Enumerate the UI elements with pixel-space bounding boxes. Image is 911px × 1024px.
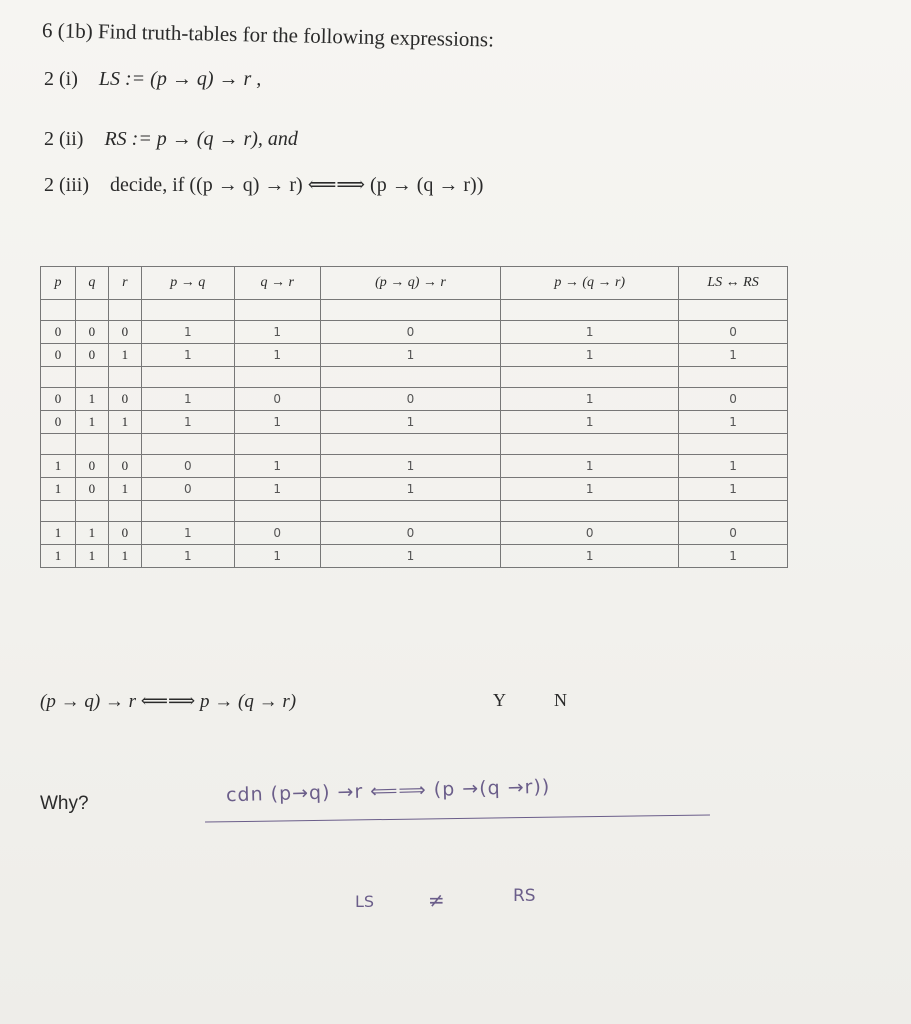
item-expression: RS := p → (q → r), and xyxy=(104,128,298,150)
no-option[interactable]: N xyxy=(554,690,567,710)
table-cell: 1 xyxy=(234,344,320,367)
item-number: 2 (ii) xyxy=(44,128,84,150)
table-row xyxy=(41,300,788,321)
table-cell: 0 xyxy=(320,321,501,344)
table-cell: 1 xyxy=(234,545,320,568)
table-cell xyxy=(75,501,108,522)
table-cell xyxy=(320,434,501,455)
table-cell: 1 xyxy=(75,388,108,411)
table-cell xyxy=(108,501,141,522)
column-header: q xyxy=(75,267,108,300)
table-cell: 1 xyxy=(679,545,788,568)
table-cell: 1 xyxy=(41,545,76,568)
table-cell: 0 xyxy=(108,522,141,545)
table-cell: 0 xyxy=(679,522,788,545)
table-cell: 1 xyxy=(501,455,679,478)
table-cell xyxy=(679,367,788,388)
table-cell: 1 xyxy=(141,321,234,344)
table-cell: 0 xyxy=(41,411,76,434)
table-cell: 1 xyxy=(320,344,501,367)
table-cell xyxy=(501,367,679,388)
handwritten-rs: RS xyxy=(513,886,536,906)
table-cell: 1 xyxy=(108,545,141,568)
table-cell: 1 xyxy=(320,545,501,568)
table-cell: 1 xyxy=(108,478,141,501)
table-cell xyxy=(501,300,679,321)
table-row xyxy=(41,455,788,478)
table-cell: 1 xyxy=(234,411,320,434)
table-cell: 1 xyxy=(141,522,234,545)
yes-option[interactable]: Y xyxy=(493,690,506,710)
table-cell: 1 xyxy=(41,455,76,478)
table-cell xyxy=(320,501,501,522)
column-header: p xyxy=(41,267,76,300)
table-cell xyxy=(41,367,76,388)
table-cell: 1 xyxy=(234,478,320,501)
table-cell: 1 xyxy=(501,411,679,434)
table-cell: 1 xyxy=(679,478,788,501)
table-cell xyxy=(679,501,788,522)
table-cell: 1 xyxy=(679,455,788,478)
table-cell: 1 xyxy=(108,344,141,367)
table-row xyxy=(41,478,788,501)
table-cell: 1 xyxy=(501,344,679,367)
table-cell: 0 xyxy=(679,388,788,411)
table-row xyxy=(41,522,788,545)
why-label: Why? xyxy=(40,793,89,814)
table-cell xyxy=(679,300,788,321)
table-cell xyxy=(141,300,234,321)
table-cell xyxy=(75,300,108,321)
column-header: (p → q) → r xyxy=(320,267,501,300)
table-cell xyxy=(501,434,679,455)
table-cell xyxy=(234,501,320,522)
table-row xyxy=(41,367,788,388)
column-header: q → r xyxy=(234,267,320,300)
table-cell: 0 xyxy=(679,321,788,344)
table-cell: 1 xyxy=(501,478,679,501)
table-cell: 0 xyxy=(41,388,76,411)
table-cell: 1 xyxy=(234,321,320,344)
table-cell xyxy=(108,434,141,455)
table-cell: 0 xyxy=(234,522,320,545)
item-expression: LS := (p → q) → r , xyxy=(98,68,262,90)
table-cell: 1 xyxy=(141,545,234,568)
table-cell xyxy=(41,300,76,321)
table-row xyxy=(41,388,788,411)
table-cell: 0 xyxy=(141,455,234,478)
table-row xyxy=(41,545,788,568)
table-cell: 1 xyxy=(41,478,76,501)
table-cell: 0 xyxy=(141,478,234,501)
table-cell xyxy=(141,501,234,522)
table-cell: 0 xyxy=(320,388,501,411)
column-header: r xyxy=(108,267,141,300)
table-cell: 1 xyxy=(75,545,108,568)
table-cell: 1 xyxy=(141,388,234,411)
table-cell xyxy=(234,300,320,321)
table-cell: 1 xyxy=(679,344,788,367)
table-cell: 0 xyxy=(41,344,76,367)
table-cell xyxy=(75,434,108,455)
handwritten-answer: cdn (p→q) →r ⟸⟹ (p →(q →r)) xyxy=(225,775,551,807)
table-cell: 1 xyxy=(320,455,501,478)
table-cell: 1 xyxy=(141,344,234,367)
table-cell: 1 xyxy=(234,455,320,478)
table-cell xyxy=(320,367,501,388)
item-number: 2 (iii) xyxy=(44,174,89,196)
table-cell xyxy=(141,434,234,455)
table-cell xyxy=(41,434,76,455)
table-cell: 1 xyxy=(320,478,501,501)
table-cell xyxy=(75,367,108,388)
table-cell: 0 xyxy=(234,388,320,411)
table-cell xyxy=(679,434,788,455)
table-cell: 0 xyxy=(75,321,108,344)
table-cell: 0 xyxy=(41,321,76,344)
table-cell xyxy=(234,367,320,388)
item-number: 2 (i) xyxy=(44,68,78,90)
table-row xyxy=(41,411,788,434)
table-row xyxy=(41,434,788,455)
handwritten-ls: LS xyxy=(355,892,375,911)
table-cell: 1 xyxy=(75,411,108,434)
item-iii xyxy=(44,172,483,197)
table-cell: 1 xyxy=(501,388,679,411)
table-cell xyxy=(320,300,501,321)
table-cell: 1 xyxy=(679,411,788,434)
table-row xyxy=(41,321,788,344)
column-header: p → (q → r) xyxy=(501,267,679,300)
table-cell: 1 xyxy=(108,411,141,434)
conclusion-statement: (p → q) → r ⟸⟹ p → (q → r) xyxy=(40,691,297,712)
table-cell: 1 xyxy=(41,522,76,545)
table-cell: 1 xyxy=(320,411,501,434)
column-header: LS ↔ RS xyxy=(679,267,788,300)
table-cell: 0 xyxy=(501,522,679,545)
table-cell: 0 xyxy=(108,455,141,478)
table-cell xyxy=(108,300,141,321)
table-cell: 0 xyxy=(75,344,108,367)
table-row xyxy=(41,344,788,367)
table-cell: 0 xyxy=(75,455,108,478)
table-cell xyxy=(234,434,320,455)
table-cell xyxy=(501,501,679,522)
table-header-row xyxy=(41,267,788,300)
table-cell: 0 xyxy=(75,478,108,501)
table-cell: 1 xyxy=(141,411,234,434)
item-ii xyxy=(44,128,298,151)
truth-table xyxy=(40,266,788,568)
handwritten-not-equal: ≠ xyxy=(428,888,445,912)
table-cell: 0 xyxy=(108,321,141,344)
table-cell: 0 xyxy=(108,388,141,411)
item-i xyxy=(44,68,261,91)
table-cell xyxy=(41,501,76,522)
table-cell xyxy=(141,367,234,388)
question-heading: 6 (1b) Find truth-tables for the following expressions: xyxy=(41,18,495,52)
table-cell: 1 xyxy=(75,522,108,545)
table-row xyxy=(41,501,788,522)
item-expression: decide, if ((p → q) → r) ⟸⟹ (p → (q → r)) xyxy=(110,174,484,196)
table-cell xyxy=(108,367,141,388)
table-cell: 1 xyxy=(501,545,679,568)
table-cell: 0 xyxy=(320,522,501,545)
column-header: p → q xyxy=(141,267,234,300)
table-cell: 1 xyxy=(501,321,679,344)
